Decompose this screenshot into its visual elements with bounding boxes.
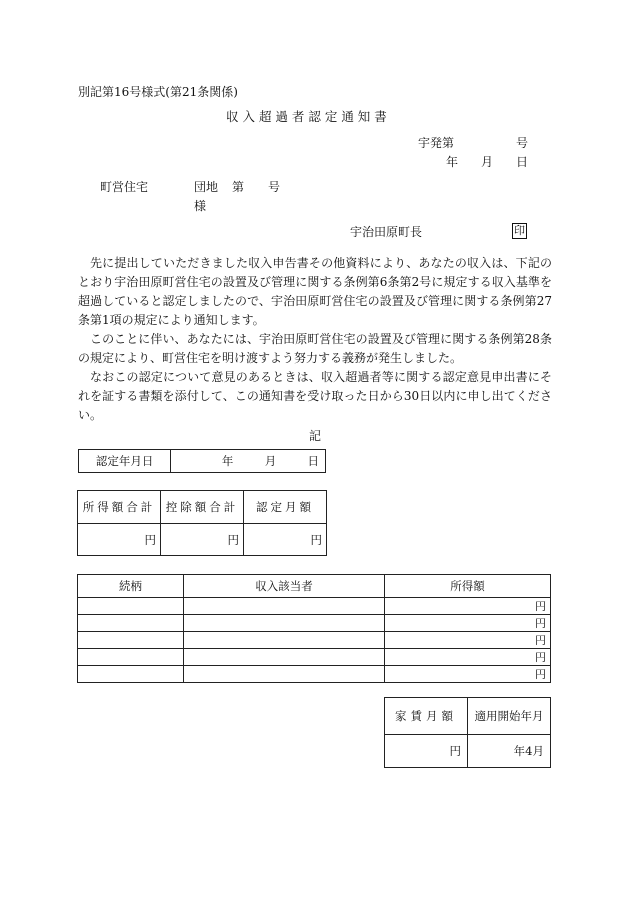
members-table [77, 574, 551, 683]
deduction-total-cell: 円 [161, 524, 244, 556]
header-income-earner [184, 575, 385, 598]
header-deduction-total: 控除額合計 [161, 491, 244, 524]
relationship-cell [78, 615, 184, 632]
recipient-sama: 様 [194, 199, 207, 213]
earner-cell [184, 666, 385, 683]
amount-cell: 円 [385, 666, 551, 683]
header-income-amount [385, 575, 551, 598]
income-summary-table [77, 490, 327, 556]
document-title: 収 入 超 過 者 認 定 通 知 書 [226, 109, 387, 124]
monthly-rent-cell: 円 [385, 735, 468, 768]
rent-table [384, 697, 551, 768]
amount-cell: 円 [385, 649, 551, 666]
relationship-cell [78, 649, 184, 666]
table-row [78, 615, 551, 632]
cert-date-month: 月 [264, 454, 277, 468]
earner-cell [184, 649, 385, 666]
date-year: 年 [446, 155, 459, 169]
amount-cell: 円 [385, 632, 551, 649]
body-paragraph-1: 先に提出していただきました収入申告書その他資料により、あなたの収入は、下記のとおり宇治田原町営住宅の設置及び管理に関する条例第6条第2号に規定する収入基準を超過していると認定しましたので、宇治田原町営住宅の設置及び管理に関する条例第27条第1項の規定により通知します。 [78, 256, 552, 327]
date-month: 月 [481, 155, 494, 169]
seal-mark: 印 [514, 224, 525, 237]
header-income-amount-text: 所得額 [450, 579, 485, 593]
header-certified-monthly: 認定月額 [244, 491, 327, 524]
header-income-earner-text: 収入該当者 [255, 579, 313, 593]
body-paragraph-3: なおこの認定について意見のあるときは、収入超過者等に関する認定意見申出書にそれを証する書類を添付して、この通知書を受け取った日から30日以内に申し出てください。 [78, 370, 552, 422]
table-row [78, 666, 551, 683]
header-income-total: 所得額合計 [78, 491, 161, 524]
table-row [78, 632, 551, 649]
earner-cell [184, 632, 385, 649]
issuer-name: 宇治田原町長 [350, 225, 423, 239]
header-monthly-rent: 家賃月額 [385, 698, 468, 735]
ki-label: 記 [309, 429, 322, 443]
table-row [78, 649, 551, 666]
doc-number-prefix: 宇発第 [418, 136, 455, 150]
earner-cell [184, 615, 385, 632]
doc-number-suffix: 号 [516, 136, 529, 150]
earner-cell [184, 598, 385, 615]
form-id: 別記第16号様式(第21条関係) [78, 85, 238, 99]
cert-date-label: 認定年月日 [79, 450, 171, 473]
cert-date-day: 日 [307, 454, 319, 468]
start-month-cell: 年4月 [468, 735, 551, 768]
cert-date-year: 年 [221, 454, 234, 468]
relationship-cell [78, 632, 184, 649]
income-total-cell: 円 [78, 524, 161, 556]
amount-cell: 円 [385, 615, 551, 632]
certified-monthly-cell: 円 [244, 524, 327, 556]
body-paragraph-2: このことに伴い、あなたには、宇治田原町営住宅の設置及び管理に関する条例第28条の規定により、町営住宅を明け渡すよう努力する義務が発生しました。 [78, 332, 552, 365]
header-relationship [78, 575, 184, 598]
header-relationship-text: 続柄 [119, 579, 142, 593]
header-start-month: 適用開始年月 [468, 698, 551, 735]
table-row [78, 598, 551, 615]
issuer-seal [512, 223, 527, 239]
amount-cell: 円 [385, 598, 551, 615]
date-day: 日 [516, 155, 529, 169]
certification-date-table [78, 449, 326, 473]
relationship-cell [78, 666, 184, 683]
recipient-dai: 第 [232, 180, 245, 194]
cert-date-value [171, 450, 326, 473]
recipient-danchi: 団地 [194, 180, 219, 194]
recipient-go: 号 [268, 180, 281, 194]
recipient-category: 町営住宅 [100, 180, 149, 194]
relationship-cell [78, 598, 184, 615]
